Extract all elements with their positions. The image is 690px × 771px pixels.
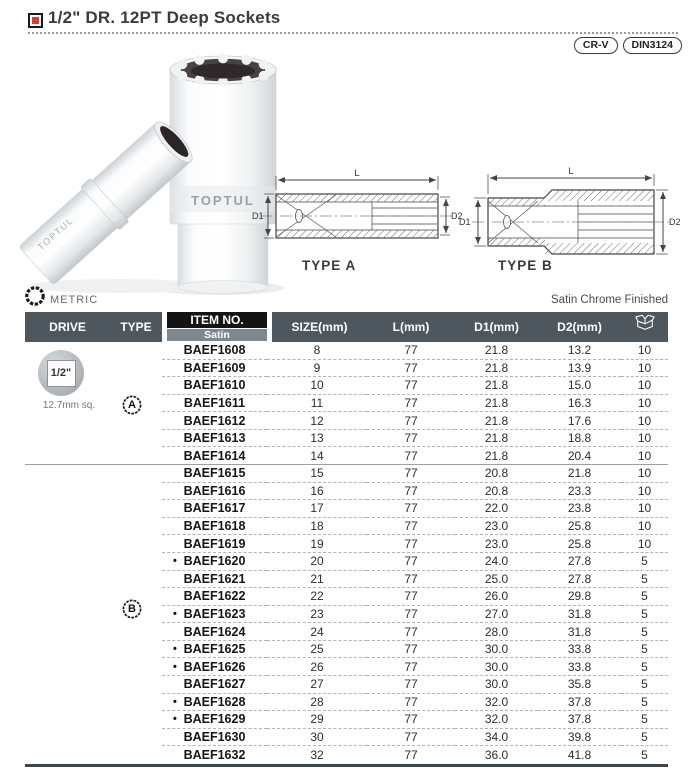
item-no-cell — [162, 518, 267, 536]
d1-cell: 23.0 — [455, 535, 538, 553]
item-no-cell — [162, 729, 267, 747]
qty-cell: 10 — [621, 500, 668, 518]
l-cell: 77 — [367, 483, 455, 501]
header-item-label: ITEM NO. — [167, 312, 267, 329]
item-no-cell — [162, 342, 267, 360]
l-cell: 77 — [367, 518, 455, 536]
package-box-icon — [633, 312, 657, 332]
size-cell: 19 — [267, 535, 367, 553]
item-no-cell — [162, 500, 267, 518]
type-b-diagram — [458, 164, 684, 260]
d1-cell: 21.8 — [455, 447, 538, 465]
item-no-cell — [162, 694, 267, 712]
12pt-socket-icon — [24, 285, 46, 307]
item-no-cell — [162, 623, 267, 641]
item-no-cell — [162, 641, 267, 659]
bullet-dot: • — [173, 607, 177, 620]
table-row — [25, 694, 668, 712]
table-header — [25, 312, 668, 342]
qty-cell: 10 — [621, 535, 668, 553]
drive-cell — [25, 571, 110, 589]
header-drive-type — [25, 312, 162, 342]
item-no-text: BAEF1622 — [183, 589, 246, 604]
type-cell — [110, 377, 162, 395]
type-cell — [110, 483, 162, 501]
type-cell — [110, 360, 162, 378]
finish-note: Satin Chrome Finished — [551, 294, 668, 306]
qty-cell: 10 — [621, 395, 668, 413]
din-badge: DIN3124 — [623, 37, 682, 54]
drive-cell — [25, 676, 110, 694]
l-cell: 77 — [367, 465, 455, 483]
drive-cell — [25, 746, 110, 764]
d2-cell: 39.8 — [538, 729, 621, 747]
type-b-letter: B — [128, 603, 136, 615]
size-cell: 27 — [267, 676, 367, 694]
title-row — [28, 6, 678, 34]
qty-cell: 5 — [621, 588, 668, 606]
svg-text:D1: D1 — [459, 217, 471, 227]
crv-badge: CR-V — [574, 37, 618, 54]
drive-cell — [25, 518, 110, 536]
drive-cell — [25, 430, 110, 448]
svg-text:L: L — [354, 168, 360, 179]
l-cell: 77 — [367, 535, 455, 553]
item-no-text: BAEF1614 — [183, 448, 246, 463]
svg-text:D1: D1 — [252, 211, 264, 221]
qty-cell: 10 — [621, 412, 668, 430]
d2-cell: 13.9 — [538, 360, 621, 378]
d2-cell: 23.8 — [538, 500, 621, 518]
l-cell: 77 — [367, 676, 455, 694]
type-cell — [110, 676, 162, 694]
table-row — [25, 676, 668, 694]
item-no-cell — [162, 711, 267, 729]
header-type: TYPE — [120, 320, 152, 334]
d2-cell: 16.3 — [538, 395, 621, 413]
table-row — [25, 518, 668, 536]
spec-table — [25, 312, 668, 767]
item-no-text: BAEF1619 — [183, 536, 246, 551]
table-row — [25, 729, 668, 747]
qty-cell: 5 — [621, 711, 668, 729]
item-no-text: BAEF1618 — [183, 519, 246, 534]
qty-cell: 5 — [621, 658, 668, 676]
item-no-text: BAEF1621 — [183, 571, 246, 586]
l-cell: 77 — [404, 748, 418, 763]
size-cell: 30 — [267, 729, 367, 747]
qty-cell: 10 — [621, 447, 668, 465]
type-cell — [110, 623, 162, 641]
qty-cell: 5 — [621, 571, 668, 589]
size-cell: 23 — [267, 606, 367, 624]
d1-cell: 22.0 — [455, 500, 538, 518]
d1-cell: 21.8 — [455, 377, 538, 395]
type-cell — [110, 658, 162, 676]
drive-cell — [25, 711, 110, 729]
d2-cell: 31.8 — [538, 623, 621, 641]
d2-cell: 41.8 — [567, 748, 592, 763]
svg-text:D2: D2 — [451, 211, 463, 221]
table-row — [25, 623, 668, 641]
type-cell — [110, 571, 162, 589]
d2-cell: 31.8 — [538, 606, 621, 624]
item-no-text: BAEF1608 — [183, 343, 246, 358]
drive-cell — [25, 553, 110, 571]
page-title: 1/2" DR. 12PT Deep Sockets — [48, 8, 281, 27]
type-cell — [110, 711, 162, 729]
d2-cell: 20.4 — [538, 447, 621, 465]
drive-cell — [25, 641, 110, 659]
qty-cell: 10 — [621, 377, 668, 395]
item-no-cell — [162, 360, 267, 378]
drive-cell — [25, 465, 110, 483]
size-cell: 17 — [267, 500, 367, 518]
d1-cell: 30.0 — [455, 641, 538, 659]
size-cell: 29 — [267, 711, 367, 729]
type-cell — [110, 694, 162, 712]
drive-cell — [25, 606, 110, 624]
d1-cell: 20.8 — [455, 483, 538, 501]
drive-cell — [25, 694, 110, 712]
l-cell: 77 — [367, 447, 455, 465]
item-no-text: BAEF1617 — [183, 501, 246, 516]
d2-cell: 35.8 — [538, 676, 621, 694]
header-qty — [621, 312, 668, 342]
d2-cell: 15.0 — [538, 377, 621, 395]
table-row — [25, 553, 668, 571]
table-row — [25, 746, 668, 764]
item-no-text: BAEF1624 — [183, 624, 246, 639]
drive-cell — [25, 412, 110, 430]
table-row — [25, 342, 668, 360]
l-cell: 77 — [367, 729, 455, 747]
item-no-cell — [162, 535, 267, 553]
drive-cell — [25, 500, 110, 518]
type-b-icon — [121, 598, 143, 620]
size-cell: 24 — [267, 623, 367, 641]
d1-cell: 36.0 — [484, 748, 509, 763]
d1-cell: 24.0 — [455, 553, 538, 571]
d1-cell: 34.0 — [455, 729, 538, 747]
d1-cell: 21.8 — [455, 430, 538, 448]
qty-cell: 10 — [621, 465, 668, 483]
type-cell — [110, 430, 162, 448]
qty-cell: 10 — [621, 518, 668, 536]
bullet-dot: • — [173, 555, 177, 568]
l-cell: 77 — [367, 360, 455, 378]
d1-cell: 30.0 — [455, 676, 538, 694]
item-no-cell — [162, 483, 267, 501]
qty-cell: 5 — [621, 676, 668, 694]
table-row — [25, 447, 668, 465]
type-a-label: TYPE A — [302, 258, 357, 273]
table-row — [25, 360, 668, 378]
drive-sub-label: 12.7mm sq. — [42, 400, 96, 411]
drive-cell — [25, 623, 110, 641]
svg-text:TOPTUL: TOPTUL — [191, 193, 255, 208]
item-no-cell — [162, 553, 267, 571]
type-a-letter: A — [128, 399, 136, 411]
d2-cell: 33.8 — [538, 641, 621, 659]
metric-label: METRIC — [50, 294, 99, 306]
item-no-text: BAEF1615 — [183, 466, 246, 481]
d2-cell: 37.8 — [538, 694, 621, 712]
qty-cell: 5 — [621, 694, 668, 712]
item-no-cell — [162, 658, 267, 676]
d2-cell: 17.6 — [538, 412, 621, 430]
l-cell: 77 — [367, 571, 455, 589]
spec-badges — [574, 37, 682, 54]
d2-cell: 27.8 — [538, 571, 621, 589]
drive-cell — [25, 729, 110, 747]
header-length: L(mm) — [392, 320, 430, 334]
drive-size-icon — [38, 350, 84, 396]
svg-text:L: L — [568, 166, 574, 177]
type-a-icon — [121, 394, 143, 416]
d1-cell: 28.0 — [455, 623, 538, 641]
item-no-cell — [162, 746, 267, 764]
size-cell: 10 — [267, 377, 367, 395]
l-cell: 77 — [367, 430, 455, 448]
item-no-text: BAEF1612 — [183, 413, 246, 428]
l-cell: 77 — [367, 412, 455, 430]
d2-cell: 18.8 — [538, 430, 621, 448]
qty-cell: 5 — [621, 729, 668, 747]
red-square-bullet-icon — [28, 13, 43, 28]
type-cell — [110, 465, 162, 483]
size-cell: 20 — [267, 553, 367, 571]
size-cell: 18 — [267, 518, 367, 536]
table-row — [25, 500, 668, 518]
table-row — [25, 711, 668, 729]
svg-text:D2: D2 — [669, 217, 681, 227]
d1-cell: 27.0 — [455, 606, 538, 624]
qty-cell: 5 — [621, 553, 668, 571]
table-row — [25, 483, 668, 501]
header-size: SIZE(mm) — [291, 320, 348, 334]
d1-cell: 23.0 — [455, 518, 538, 536]
item-no-cell — [162, 447, 267, 465]
table-row — [25, 430, 668, 448]
table-row — [25, 465, 668, 483]
d1-cell: 21.8 — [455, 342, 538, 360]
l-cell: 77 — [367, 658, 455, 676]
size-cell: 32 — [310, 748, 324, 763]
type-cell — [110, 746, 162, 764]
qty-cell: 5 — [621, 623, 668, 641]
item-no-text: BAEF1613 — [183, 431, 246, 446]
d2-cell: 25.8 — [538, 535, 621, 553]
size-cell: 28 — [267, 694, 367, 712]
d1-cell: 21.8 — [455, 412, 538, 430]
d1-cell: 20.8 — [455, 465, 538, 483]
l-cell: 77 — [367, 694, 455, 712]
size-cell: 16 — [267, 483, 367, 501]
item-no-cell — [162, 377, 267, 395]
header-d1: D1(mm) — [474, 320, 519, 334]
d2-cell: 29.8 — [538, 588, 621, 606]
d2-cell: 37.8 — [538, 711, 621, 729]
drive-cell — [25, 447, 110, 465]
size-cell: 11 — [267, 395, 367, 413]
l-cell: 77 — [367, 588, 455, 606]
type-cell — [110, 342, 162, 360]
size-cell: 9 — [267, 360, 367, 378]
d2-cell: 21.8 — [538, 465, 621, 483]
size-cell: 14 — [267, 447, 367, 465]
drive-cell — [25, 588, 110, 606]
table-row — [25, 377, 668, 395]
bullet-dot: • — [173, 713, 177, 726]
l-cell: 77 — [367, 553, 455, 571]
item-no-text: BAEF1616 — [183, 483, 246, 498]
size-cell: 21 — [267, 571, 367, 589]
size-cell: 22 — [267, 588, 367, 606]
l-cell: 77 — [367, 500, 455, 518]
d1-cell: 32.0 — [455, 694, 538, 712]
bullet-dot: • — [173, 643, 177, 656]
item-no-cell — [162, 676, 267, 694]
size-cell: 12 — [267, 412, 367, 430]
qty-cell: 10 — [621, 430, 668, 448]
item-no-text: BAEF1628 — [183, 694, 246, 709]
header-dimensions — [272, 312, 668, 342]
header-item-finish: Satin — [167, 329, 267, 341]
item-no-cell — [162, 430, 267, 448]
drive-size-label: 1/2" — [47, 360, 76, 387]
table-row — [25, 535, 668, 553]
d1-cell: 21.8 — [455, 395, 538, 413]
d2-cell: 33.8 — [538, 658, 621, 676]
type-b-label: TYPE B — [498, 258, 553, 273]
qty-cell: 10 — [621, 360, 668, 378]
item-no-text: BAEF1629 — [183, 712, 246, 727]
product-photo — [18, 48, 290, 296]
header-d2: D2(mm) — [557, 320, 602, 334]
bullet-dot: • — [173, 660, 177, 673]
drive-cell — [25, 535, 110, 553]
type-cell — [110, 553, 162, 571]
item-no-text: BAEF1630 — [183, 730, 246, 744]
item-no-text: BAEF1626 — [183, 659, 246, 674]
type-cell — [110, 641, 162, 659]
d1-cell: 30.0 — [455, 658, 538, 676]
l-cell: 77 — [367, 623, 455, 641]
item-no-cell — [162, 571, 267, 589]
type-cell — [110, 500, 162, 518]
size-cell: 25 — [267, 641, 367, 659]
metric-indicator — [24, 285, 98, 307]
size-cell: 8 — [267, 342, 367, 360]
d1-cell: 26.0 — [455, 588, 538, 606]
item-no-cell — [162, 588, 267, 606]
bullet-dot: • — [173, 695, 177, 708]
item-no-cell — [162, 395, 267, 413]
header-item-no — [167, 312, 267, 342]
size-cell: 26 — [267, 658, 367, 676]
item-no-text: BAEF1625 — [183, 642, 246, 657]
table-row — [25, 658, 668, 676]
qty-cell: 5 — [621, 606, 668, 624]
d1-cell: 32.0 — [455, 711, 538, 729]
d2-cell: 23.3 — [538, 483, 621, 501]
size-cell: 15 — [267, 465, 367, 483]
type-a-diagram — [252, 164, 466, 260]
qty-cell: 10 — [621, 342, 668, 360]
table-row — [25, 641, 668, 659]
item-no-text: BAEF1627 — [183, 677, 246, 692]
type-cell — [110, 535, 162, 553]
type-cell — [110, 447, 162, 465]
item-no-text: BAEF1611 — [183, 396, 246, 411]
qty-cell: 10 — [621, 483, 668, 501]
l-cell: 77 — [367, 342, 455, 360]
size-cell: 13 — [267, 430, 367, 448]
d2-cell: 27.8 — [538, 553, 621, 571]
l-cell: 77 — [367, 395, 455, 413]
d2-cell: 25.8 — [538, 518, 621, 536]
type-cell — [110, 518, 162, 536]
l-cell: 77 — [367, 606, 455, 624]
table-row — [25, 571, 668, 589]
item-no-cell — [162, 465, 267, 483]
qty-cell: 5 — [621, 641, 668, 659]
drive-cell — [25, 658, 110, 676]
item-no-text: BAEF1623 — [183, 606, 246, 621]
svg-text:TOPTUL: TOPTUL — [35, 215, 76, 253]
l-cell: 77 — [367, 711, 455, 729]
l-cell: 77 — [367, 641, 455, 659]
item-no-cell — [162, 606, 267, 624]
item-no-cell — [162, 412, 267, 430]
qty-cell: 5 — [641, 748, 648, 763]
item-no-text: BAEF1610 — [183, 378, 246, 393]
d1-cell: 25.0 — [455, 571, 538, 589]
item-no-text: BAEF1609 — [183, 360, 246, 375]
header-drive: DRIVE — [49, 320, 86, 334]
item-no-text: BAEF1620 — [183, 554, 246, 569]
d1-cell: 21.8 — [455, 360, 538, 378]
type-cell — [110, 729, 162, 747]
drive-cell — [25, 483, 110, 501]
l-cell: 77 — [367, 377, 455, 395]
d2-cell: 13.2 — [538, 342, 621, 360]
item-no-text: BAEF1632 — [183, 748, 246, 763]
